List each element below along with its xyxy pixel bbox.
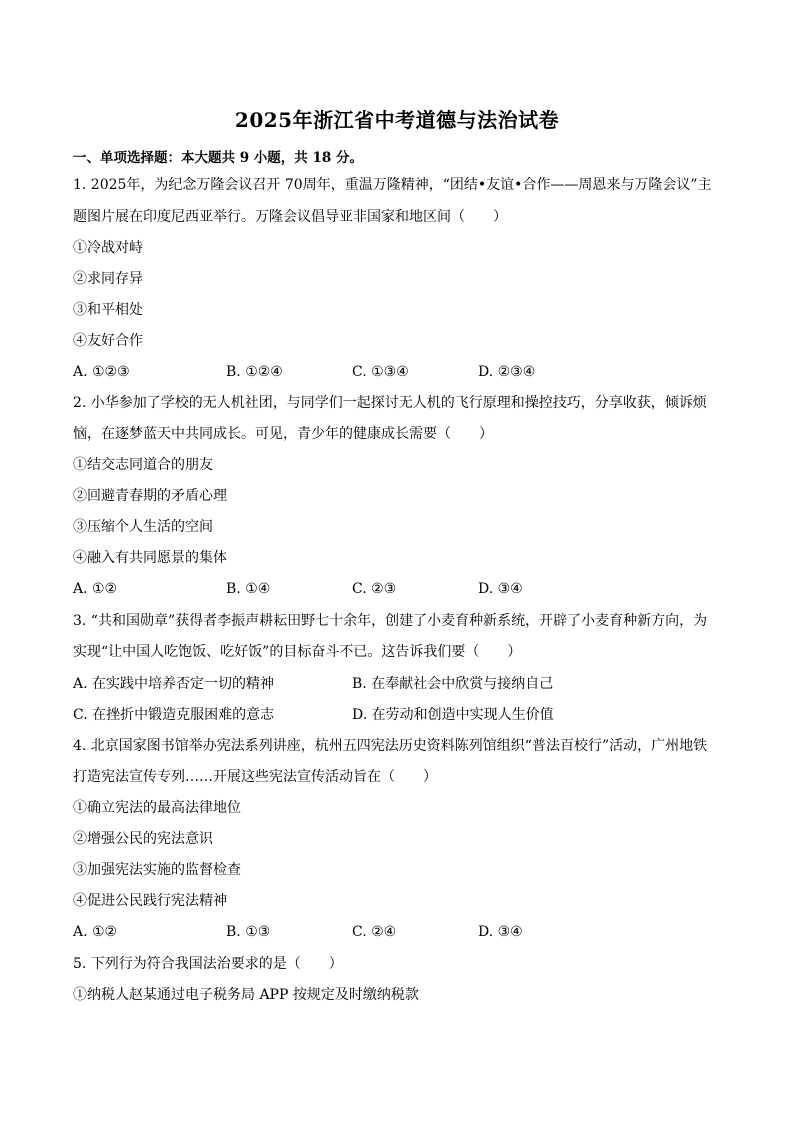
question-4-option-d: D. ③④ <box>478 924 523 940</box>
question-3-option-c: C. 在挫折中锻造克服困难的意志 <box>73 707 275 723</box>
page-title: 2025年浙江省中考道德与法治试卷 <box>234 108 560 132</box>
question-4-option-a: A. ①② <box>73 924 118 940</box>
question-5-item-1: ①纳税人赵某通过电子税务局 APP 按规定及时缴纳税款 <box>73 987 419 1003</box>
question-1-option-c: C. ①③④ <box>352 364 409 380</box>
question-5-stem-line-1: 5. 下列行为符合我国法治要求的是（ ） <box>73 956 343 972</box>
question-4-option-b: B. ①③ <box>226 924 271 940</box>
question-4-item-4: ④促进公民践行宪法精神 <box>73 893 227 909</box>
question-1-option-b: B. ①②④ <box>226 364 283 380</box>
question-3-stem-line-1: 3. “共和国勋章”获得者李振声耕耘田野七十余年，创建了小麦育种新系统，开辟了小麦育种新方向，为 <box>73 613 708 629</box>
question-2-item-3: ③压缩个人生活的空间 <box>73 519 213 535</box>
question-3-option-b: B. 在奉献社会中欣赏与接纳自己 <box>352 676 554 692</box>
question-4-option-c: C. ②④ <box>352 924 397 940</box>
question-2-item-4: ④融入有共同愿景的集体 <box>73 550 227 566</box>
question-3-stem-line-2: 实现“让中国人吃饱饭、吃好饭”的目标奋斗不已。这告诉我们要（ ） <box>73 644 522 660</box>
question-1-item-1: ①冷战对峙 <box>73 240 143 256</box>
question-2-stem-line-2: 恼，在逐梦蓝天中共同成长。可见，青少年的健康成长需要（ ） <box>73 426 493 442</box>
question-2-option-d: D. ③④ <box>478 581 523 597</box>
question-1-stem-line-2: 题图片展在印度尼西亚举行。万隆会议倡导亚非国家和地区间（ ） <box>73 209 507 225</box>
question-2-stem-line-1: 2. 小华参加了学校的无人机社团，与同学们一起探讨无人机的飞行原理和操控技巧，分享收获，倾诉烦 <box>73 395 707 411</box>
question-1-option-d: D. ②③④ <box>478 364 536 380</box>
question-4-item-3: ③加强宪法实施的监督检查 <box>73 862 241 878</box>
question-2-option-b: B. ①④ <box>226 581 271 597</box>
question-1-option-a: A. ①②③ <box>73 364 130 380</box>
question-1-item-2: ②求同存异 <box>73 271 143 287</box>
question-3-option-d: D. 在劳动和创造中实现人生价值 <box>352 707 554 723</box>
question-2-option-a: A. ①② <box>73 581 118 597</box>
question-4-item-1: ①确立宪法的最高法律地位 <box>73 800 241 816</box>
question-2-option-c: C. ②③ <box>352 581 397 597</box>
question-4-stem-line-2: 打造宪法宣传专列……开展这些宪法宣传活动旨在（ ） <box>73 769 437 785</box>
question-1-stem-line-1: 1. 2025年，为纪念万隆会议召开 70周年，重温万隆精神，“团结•友谊•合作——周恩来与万隆会议”主 <box>73 177 712 193</box>
question-2-item-2: ②回避青春期的矛盾心理 <box>73 488 227 504</box>
question-3-option-a: A. 在实践中培养否定一切的精神 <box>73 676 275 692</box>
question-4-item-2: ②增强公民的宪法意识 <box>73 831 213 847</box>
question-4-stem-line-1: 4. 北京国家图书馆举办宪法系列讲座，杭州五四宪法历史资料陈列馆组织“普法百校行”活动，广州地铁 <box>73 738 708 754</box>
section-heading: 一、单项选择题：本大题共 9 小题，共 18 分。 <box>73 150 363 166</box>
question-1-item-3: ③和平相处 <box>73 302 143 318</box>
question-1-item-4: ④友好合作 <box>73 333 143 349</box>
question-2-item-1: ①结交志同道合的朋友 <box>73 457 213 473</box>
